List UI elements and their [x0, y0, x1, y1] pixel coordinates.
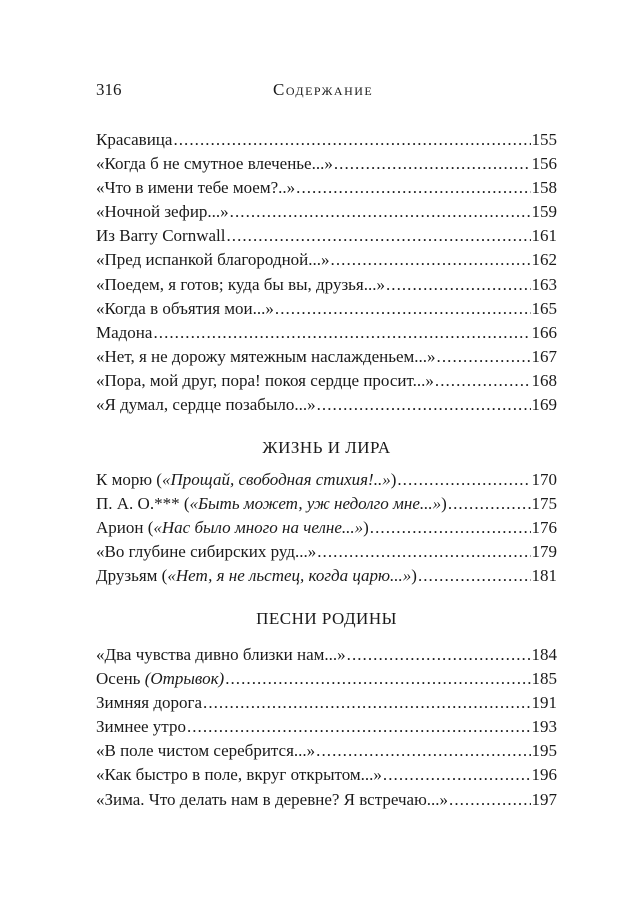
dot-leader: [226, 224, 530, 248]
toc-entry: [96, 345, 557, 369]
entry-page: 179: [531, 542, 557, 562]
entry-title: Осень (Отрывок): [96, 669, 225, 689]
entry-page: 166: [531, 322, 557, 342]
entry-page: 196: [531, 765, 557, 785]
entry-page: 162: [531, 250, 557, 270]
dot-leader: [317, 393, 531, 417]
toc-entry: [96, 540, 557, 564]
dot-leader: [331, 248, 531, 272]
toc-entry: [96, 691, 557, 715]
entry-page: 167: [531, 346, 557, 366]
dot-leader: [173, 128, 530, 152]
section-heading-pesni-rodiny: ПЕСНИ РОДИНЫ: [256, 609, 397, 628]
entry-title: Зимняя дорога: [96, 693, 203, 713]
dot-leader: [383, 763, 531, 787]
dot-leader: [435, 369, 531, 393]
toc-entry: [96, 393, 557, 417]
entry-page: 176: [531, 518, 557, 538]
entry-title: «Как быстро в поле, вкруг открытом...»: [96, 765, 382, 785]
toc-entry: [96, 176, 557, 200]
toc-entry: [96, 273, 557, 297]
dot-leader: [153, 321, 530, 345]
entry-subtitle: (Отрывок): [144, 669, 225, 689]
entry-first-line: «Прощай, свободная стихия!..»: [161, 470, 391, 489]
toc-entry: [96, 763, 557, 787]
toc-entry: [96, 321, 557, 345]
entry-page: 170: [531, 470, 557, 489]
entry-page: 168: [531, 370, 557, 390]
running-title: Содержание: [273, 80, 374, 99]
toc-group-1: [96, 128, 557, 417]
entry-page: 193: [531, 717, 557, 737]
toc-section-2: [96, 468, 557, 588]
entry-title: Из Barry Cornwall: [96, 226, 226, 246]
entry-title: Зимнее утро: [96, 717, 186, 737]
entry-title: «Зима. Что делать нам в деревне? Я встречаю...»: [96, 789, 449, 809]
entry-page: 165: [531, 298, 557, 318]
entry-page: 185: [531, 669, 557, 689]
entry-title: «Я думал, сердце позабыло...»: [96, 395, 316, 415]
entry-title: «Ночной зефир...»: [96, 202, 229, 222]
dot-leader: [334, 152, 531, 176]
toc-entry: [96, 152, 557, 176]
toc-entry: [96, 492, 557, 516]
toc-entry: [96, 564, 557, 588]
entry-page: 175: [531, 494, 557, 514]
dot-leader: [386, 273, 531, 297]
entry-title: «Когда в объятия мои...»: [96, 298, 274, 318]
dot-leader: [448, 492, 531, 516]
entry-title: Красавица: [96, 130, 173, 149]
dot-leader: [437, 345, 531, 369]
entry-page: 161: [531, 226, 557, 246]
toc-entry: [96, 788, 557, 812]
entry-page: 163: [531, 274, 557, 294]
entry-title: «Когда б не смутное влеченье...»: [96, 154, 333, 174]
entry-title: П. А. О.*** («Быть может, уж недолго мне...»): [96, 494, 447, 514]
toc-entry: [96, 468, 557, 492]
entry-title: «Что в имени тебе моем?..»: [96, 178, 296, 198]
toc-entry: [96, 369, 557, 393]
dot-leader: [203, 691, 530, 715]
dot-leader: [230, 200, 531, 224]
toc-entry: [96, 516, 557, 540]
page-header: [96, 80, 557, 104]
toc-entry: [96, 297, 557, 321]
toc-entry: [96, 224, 557, 248]
toc-entry: [96, 715, 557, 739]
section-heading-zhizn-i-lira: ЖИЗНЬ И ЛИРА: [262, 438, 391, 457]
dot-leader: [187, 715, 531, 739]
dot-leader: [317, 540, 530, 564]
toc-entry: [96, 667, 557, 691]
entry-page: 158: [531, 178, 557, 198]
entry-page: 155: [531, 130, 557, 149]
entry-page: 159: [531, 202, 557, 222]
entry-page: 184: [531, 645, 557, 664]
entry-page: 197: [531, 789, 557, 809]
entry-first-line: «Нет, я не льстец, когда царю...»: [167, 566, 412, 586]
toc-entry: [96, 200, 557, 224]
entry-title: «Пора, мой друг, пора! покоя сердце просит...»: [96, 370, 434, 390]
dot-leader: [449, 788, 530, 812]
toc-entry: [96, 248, 557, 272]
entry-title: «Поедем, я готов; куда бы вы, друзья...»: [96, 274, 385, 294]
entry-first-line: «Нас было много на челне...»: [153, 518, 364, 538]
entry-page: 191: [531, 693, 557, 713]
dot-leader: [275, 297, 531, 321]
entry-title: Арион («Нас было много на челне...»): [96, 518, 369, 538]
toc-section-3: [96, 643, 557, 812]
entry-title: Друзьям («Нет, я не льстец, когда царю...»): [96, 566, 417, 586]
dot-leader: [347, 643, 531, 667]
page-number: 316: [96, 80, 122, 99]
entry-title: Мадона: [96, 322, 153, 342]
entry-page: 195: [531, 741, 557, 761]
dot-leader: [397, 468, 530, 492]
entry-title: «Два чувства дивно близки нам...»: [96, 645, 346, 664]
toc-entry: [96, 128, 557, 152]
entry-page: 169: [531, 395, 557, 415]
entry-page: 156: [531, 154, 557, 174]
entry-title: «Пред испанкой благородной...»: [96, 250, 330, 270]
entry-title: К морю («Прощай, свободная стихия!..»): [96, 470, 397, 489]
dot-leader: [225, 667, 530, 691]
dot-leader: [370, 516, 531, 540]
toc-entry: [96, 643, 557, 667]
entry-first-line: «Быть может, уж недолго мне...»: [189, 494, 442, 514]
entry-title: «В поле чистом серебрится...»: [96, 741, 316, 761]
entry-title: «Нет, я не дорожу мятежным наслажденьем...»: [96, 346, 436, 366]
dot-leader: [316, 739, 530, 763]
entry-page: 181: [531, 566, 557, 586]
entry-title: «Во глубине сибирских руд...»: [96, 542, 317, 562]
toc-entry: [96, 739, 557, 763]
dot-leader: [296, 176, 530, 200]
dot-leader: [418, 564, 531, 588]
